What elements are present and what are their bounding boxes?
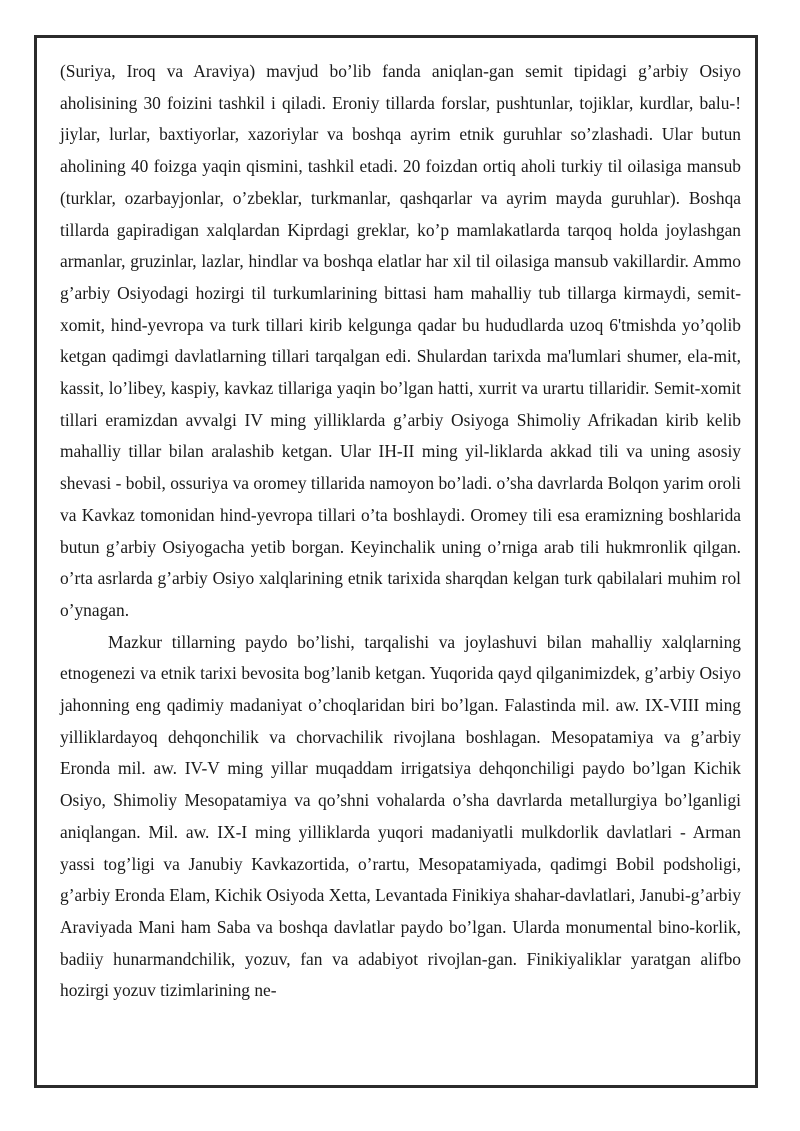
page-frame — [34, 35, 758, 1088]
document-body — [60, 56, 741, 1007]
paragraph-2: Mazkur tillarning paydo bo’lishi, tarqalishi va joylashuvi bilan mahalliy xalqlarning etnogenezi va etnik tarixi bevosita bog’lanib ketgan. Yuqorida qayd qilganimizdek, g’arbiy Osiyo jahonning eng qadimiy madaniyat o’choqlaridan biri bo’lgan. Falastinda mil. aw. IX-VIII ming yilliklardayoq dehqonchilik va chorvachilik rivojlana boshlagan. Mesopatamiya va g’arbiy Eronda mil. aw. IV-V ming yillar muqaddam irrigatsiya dehqonchiligi paydo bo’lgan Kichik Osiyo, Shimoliy Mesopatamiya va qo’shni vohalarda o’sha davrlarda metallurgiya bo’lganligi aniqlangan. Mil. aw. IX-I ming yilliklarda yuqori madaniyatli mulkdorlik davlatlari - Arman yassi tog’ligi va Janubiy Kavkazortida, o’rartu, Mesopatamiyada, qadimgi Bobil podsholigi, g’arbiy Eronda Elam, Kichik Osiyoda Xetta, Levantada Finikiya shahar-davlatlari, Janubi-g’arbiy Araviyada Mani ham Saba va boshqa davlatlar paydo bo’lgan. Ularda monumental bino-korlik, badiiy hunarmandchilik, yozuv, fan va adabiyot rivojlan-gan. Finikiyaliklar yaratgan alifbo hozirgi yozuv tizimlarining ne- — [60, 631, 741, 1001]
paragraph-1: (Suriya, Iroq va Araviya) mavjud bo’lib fanda aniqlan-gan semit tipidagi g’arbiy Osiyo aholisining 30 foizini tashkil i qiladi. Eroniy tillarda forslar, pushtunlar, tojiklar, kurdlar, balu-! jiylar, lurlar, baxtiyorlar, xazoriylar va boshqa ayrim etnik guruhlar so’zlashadi. Ular butun aholining 40 foizga yaqin qismini, tashkil etadi. 20 foizdan ortiq aholi turkiy til oilasiga mansub (turklar, ozarbayjonlar, o’zbeklar, turkmanlar, qashqarlar va ayrim mayda guruhlar). Boshqa tillarda gapiradigan xalqlardan Kiprdagi greklar, ko’p mamlakatlarda tarqoq holda joylashgan armanlar, gruzinlar, lazlar, hindlar va boshqa elatlar har xil til oilasiga mansub vakillardir. Ammo g’arbiy Osiyodagi hozirgi til turkumlarining bittasi ham mahalliy tub tillarga kirmaydi, semit-xomit, hind-yevropa va turk tillari kirib kelgunga qadar bu hududlarda uzoq 6'tmishda yo’qolib ketgan qadimgi davlatlarning tillari tarqalgan edi. Shulardan tarixda ma'lumlari shumer, ela-mit, kassit, lo’libey, kaspiy, kavkaz tillariga yaqin bo’lgan hatti, xurrit va urartu tillaridir. Semit-xomit tillari eramizdan avvalgi IV ming yilliklarda g’arbiy Osiyoga Shimoliy Afrikadan kirib kelib mahalliy tillar bilan aralashib ketgan. Ular IH-II ming yil-liklarda akkad tili va uning asosiy shevasi - bobil, ossuriya va oromey tillarida namoyon bo’ladi. o’sha davrlarda Bolqon yarim oroli va Kavkaz tomonidan hind-yevropa tillari o’ta boshlaydi. Oromey tili esa eramizning boshlarida butun g’arbiy Osiyogacha yetib borgan. Keyinchalik uning o’rniga arab tili hukmronlik qilgan. o’rta asrlarda g’arbiy Osiyo xalqlarining etnik tarixida sharqdan kelgan turk qabilalari muhim rol o’ynagan. — [60, 61, 741, 620]
